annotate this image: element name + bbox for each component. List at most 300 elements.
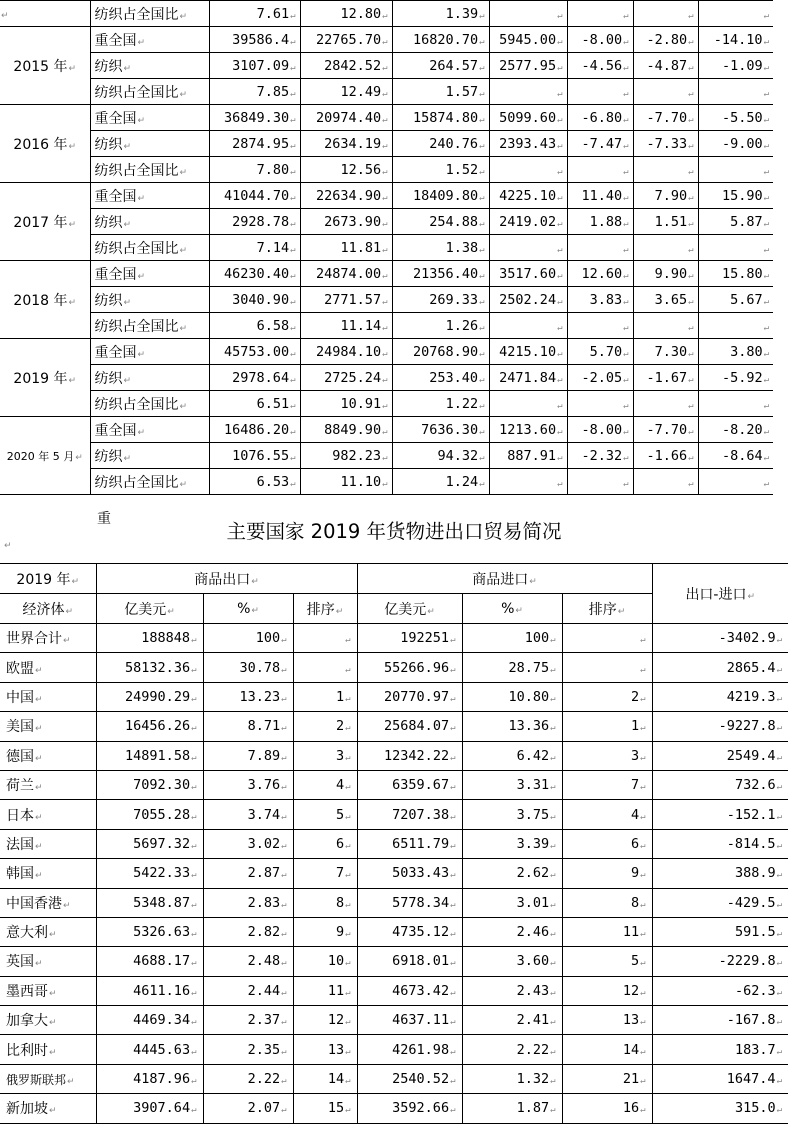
value-cell: 1213.60↵ — [489, 417, 567, 443]
table-row — [0, 1094, 788, 1123]
value-cell: ↵ — [293, 653, 357, 682]
value-cell: ↵ — [567, 157, 633, 183]
table-row — [0, 624, 788, 653]
value-cell: 11↵ — [562, 917, 652, 946]
value-cell: 2.22↵ — [203, 1064, 293, 1093]
value-cell: -6.80↵ — [567, 105, 633, 131]
export-value-header: 亿美元↵ — [96, 594, 203, 624]
value-cell: 5778.34↵ — [357, 888, 462, 917]
value-cell: -62.3↵ — [652, 976, 788, 1005]
value-cell: 5326.63↵ — [96, 917, 203, 946]
value-cell: 2↵ — [293, 712, 357, 741]
import-rank-header: 排序↵ — [562, 594, 652, 624]
row-label: 重全国↵ — [90, 417, 209, 443]
value-cell: -429.5↵ — [652, 888, 788, 917]
value-cell: ↵ — [698, 469, 773, 495]
value-cell: 315.0↵ — [652, 1094, 788, 1123]
economy-name: 墨西哥↵ — [0, 976, 96, 1005]
section-title: 主要国家 2019 年货物进出口贸易简况 — [226, 520, 562, 543]
value-cell: 6918.01↵ — [357, 947, 462, 976]
row-label: 重全国↵ — [90, 183, 209, 209]
value-cell: 11.10↵ — [300, 469, 392, 495]
value-cell: 7.85↵ — [209, 79, 300, 105]
value-cell: 8↵ — [562, 888, 652, 917]
value-cell: 6.58↵ — [209, 313, 300, 339]
table-row — [0, 79, 773, 105]
value-cell: 8849.90↵ — [300, 417, 392, 443]
table-row — [0, 976, 788, 1005]
value-cell: 3.76↵ — [203, 770, 293, 799]
value-cell: 5↵ — [293, 800, 357, 829]
value-cell: 3592.66↵ — [357, 1094, 462, 1123]
value-cell: 21356.40↵ — [392, 261, 489, 287]
value-cell: 264.57↵ — [392, 53, 489, 79]
value-cell: ↵ — [489, 469, 567, 495]
value-cell: 253.40↵ — [392, 365, 489, 391]
economy-name: 世界合计↵ — [0, 624, 96, 653]
value-cell: 11.81↵ — [300, 235, 392, 261]
value-cell: 2928.78↵ — [209, 209, 300, 235]
value-cell: 2.46↵ — [462, 917, 562, 946]
value-cell: 13.36↵ — [462, 712, 562, 741]
table-row — [0, 741, 788, 770]
value-cell: 3.74↵ — [203, 800, 293, 829]
value-cell: 5.67↵ — [698, 287, 773, 313]
value-cell: 1.87↵ — [462, 1094, 562, 1123]
table-row — [0, 947, 788, 976]
value-cell: 1.24↵ — [392, 469, 489, 495]
value-cell: 20770.97↵ — [357, 682, 462, 711]
value-cell: 2874.95↵ — [209, 131, 300, 157]
value-cell: 45753.00↵ — [209, 339, 300, 365]
value-cell: 16486.20↵ — [209, 417, 300, 443]
row-label: 纺织↵ — [90, 209, 209, 235]
value-cell: 2471.84↵ — [489, 365, 567, 391]
value-cell: 12↵ — [562, 976, 652, 1005]
value-cell: 14↵ — [562, 1035, 652, 1064]
table-row — [0, 417, 773, 443]
table-row — [0, 1064, 788, 1093]
row-label: 重全国↵ — [90, 105, 209, 131]
value-cell: 2419.02↵ — [489, 209, 567, 235]
table-row — [0, 365, 773, 391]
value-cell: ↵ — [633, 79, 698, 105]
table-row — [0, 443, 773, 469]
value-cell: 7.89↵ — [203, 741, 293, 770]
value-cell: 13↵ — [293, 1035, 357, 1064]
economy-name: 法国↵ — [0, 829, 96, 858]
value-cell: 5.70↵ — [567, 339, 633, 365]
year-cell: 2015 年↵ — [0, 27, 90, 105]
value-cell: ↵ — [567, 235, 633, 261]
value-cell: 2634.19↵ — [300, 131, 392, 157]
value-cell: 11.40↵ — [567, 183, 633, 209]
value-cell: 732.6↵ — [652, 770, 788, 799]
value-cell: 21↵ — [562, 1064, 652, 1093]
value-cell: 2.44↵ — [203, 976, 293, 1005]
year-cell: 2018 年↵ — [0, 261, 90, 339]
balance-header: 出口-进口↵ — [652, 564, 788, 624]
row-label: 重全国↵ — [90, 261, 209, 287]
year-cell: 2019 年↵ — [0, 339, 90, 417]
value-cell: 2502.24↵ — [489, 287, 567, 313]
table-row — [0, 53, 773, 79]
value-cell: 2.07↵ — [203, 1094, 293, 1123]
value-cell: 12.60↵ — [567, 261, 633, 287]
value-cell: 7.90↵ — [633, 183, 698, 209]
table-row — [0, 261, 773, 287]
value-cell: -814.5↵ — [652, 829, 788, 858]
value-cell: -8.00↵ — [567, 417, 633, 443]
value-cell: 16456.26↵ — [96, 712, 203, 741]
value-cell: 1↵ — [293, 682, 357, 711]
value-cell: ↵ — [698, 313, 773, 339]
value-cell: 4187.96↵ — [96, 1064, 203, 1093]
table-row — [0, 1006, 788, 1035]
import-header: 商品进口↵ — [357, 564, 652, 594]
value-cell: -7.70↵ — [633, 105, 698, 131]
row-label: 重全国↵ — [90, 27, 209, 53]
value-cell: 192251↵ — [357, 624, 462, 653]
value-cell: ↵ — [633, 391, 698, 417]
value-cell: 4735.12↵ — [357, 917, 462, 946]
value-cell: 3.80↵ — [698, 339, 773, 365]
table-row — [0, 917, 788, 946]
value-cell: 16↵ — [562, 1094, 652, 1123]
value-cell: 6359.67↵ — [357, 770, 462, 799]
value-cell: 6.53↵ — [209, 469, 300, 495]
table-row — [0, 287, 773, 313]
value-cell: ↵ — [567, 313, 633, 339]
economy-name: 加拿大↵ — [0, 1006, 96, 1035]
value-cell: 2577.95↵ — [489, 53, 567, 79]
value-cell: 10.80↵ — [462, 682, 562, 711]
value-cell: 2↵ — [562, 682, 652, 711]
value-cell: 183.7↵ — [652, 1035, 788, 1064]
value-cell: 16820.70↵ — [392, 27, 489, 53]
value-cell: 12.80↵ — [300, 1, 392, 27]
value-cell: 1.51↵ — [633, 209, 698, 235]
value-cell: 13.23↵ — [203, 682, 293, 711]
table-row — [0, 770, 788, 799]
value-cell: 55266.96↵ — [357, 653, 462, 682]
value-cell: 15874.80↵ — [392, 105, 489, 131]
economy-name: 美国↵ — [0, 712, 96, 741]
economy-name: 日本↵ — [0, 800, 96, 829]
value-cell: 3107.09↵ — [209, 53, 300, 79]
value-cell: 4215.10↵ — [489, 339, 567, 365]
value-cell: 7.14↵ — [209, 235, 300, 261]
export-header: 商品出口↵ — [96, 564, 357, 594]
value-cell: ↵ — [489, 391, 567, 417]
table-row — [0, 888, 788, 917]
value-cell: 24874.00↵ — [300, 261, 392, 287]
economy-name: 俄罗斯联邦↵ — [0, 1064, 96, 1093]
row-label: 纺织占全国比↵ — [90, 235, 209, 261]
value-cell: 3040.90↵ — [209, 287, 300, 313]
year-cell: ↵ — [0, 1, 90, 27]
economy-name: 中国↵ — [0, 682, 96, 711]
value-cell: 388.9↵ — [652, 859, 788, 888]
value-cell: 3.60↵ — [462, 947, 562, 976]
value-cell: 25684.07↵ — [357, 712, 462, 741]
value-cell: 2978.64↵ — [209, 365, 300, 391]
value-cell: 18409.80↵ — [392, 183, 489, 209]
value-cell: ↵ — [698, 79, 773, 105]
row-label: 重全国↵ — [90, 339, 209, 365]
value-cell: 7636.30↵ — [392, 417, 489, 443]
table-row — [0, 27, 773, 53]
value-cell: 3517.60↵ — [489, 261, 567, 287]
value-cell: 6.51↵ — [209, 391, 300, 417]
value-cell: -9.00↵ — [698, 131, 773, 157]
value-cell: 41044.70↵ — [209, 183, 300, 209]
row-label: 纺织↵ — [90, 131, 209, 157]
table-row — [0, 235, 773, 261]
value-cell: 46230.40↵ — [209, 261, 300, 287]
value-cell: 2.41↵ — [462, 1006, 562, 1035]
value-cell: 5422.33↵ — [96, 859, 203, 888]
value-cell: -2.05↵ — [567, 365, 633, 391]
value-cell: 2673.90↵ — [300, 209, 392, 235]
value-cell: 8↵ — [293, 888, 357, 917]
value-cell: -1.09↵ — [698, 53, 773, 79]
value-cell: ↵ — [489, 157, 567, 183]
table-row — [0, 1, 773, 27]
value-cell: 4225.10↵ — [489, 183, 567, 209]
value-cell: ↵ — [489, 79, 567, 105]
economy-name: 新加坡↵ — [0, 1094, 96, 1123]
value-cell: -9227.8↵ — [652, 712, 788, 741]
value-cell: 9↵ — [293, 917, 357, 946]
value-cell: 2771.57↵ — [300, 287, 392, 313]
economy-name: 比利时↵ — [0, 1035, 96, 1064]
value-cell: -8.20↵ — [698, 417, 773, 443]
value-cell: 3.02↵ — [203, 829, 293, 858]
value-cell: ↵ — [567, 1, 633, 27]
value-cell: ↵ — [633, 469, 698, 495]
value-cell: 2.43↵ — [462, 976, 562, 1005]
table-row — [0, 105, 773, 131]
table-row — [0, 391, 773, 417]
value-cell: 240.76↵ — [392, 131, 489, 157]
year-cell: 2020 年 5 月↵ — [0, 417, 90, 495]
value-cell: 2.22↵ — [462, 1035, 562, 1064]
value-cell: 1.88↵ — [567, 209, 633, 235]
row-label: 纺织↵ — [90, 365, 209, 391]
value-cell: ↵ — [562, 624, 652, 653]
row-label: 纺织↵ — [90, 287, 209, 313]
value-cell: 22765.70↵ — [300, 27, 392, 53]
value-cell: 36849.30↵ — [209, 105, 300, 131]
row-label: 纺织↵ — [90, 443, 209, 469]
value-cell: 2.83↵ — [203, 888, 293, 917]
table-row — [0, 712, 788, 741]
value-cell: 24984.10↵ — [300, 339, 392, 365]
value-cell: 5945.00↵ — [489, 27, 567, 53]
value-cell: 15.90↵ — [698, 183, 773, 209]
year-cell: 2016 年↵ — [0, 105, 90, 183]
value-cell: -4.56↵ — [567, 53, 633, 79]
value-cell: 188848↵ — [96, 624, 203, 653]
value-cell: 1.26↵ — [392, 313, 489, 339]
value-cell: 7055.28↵ — [96, 800, 203, 829]
value-cell: ↵ — [567, 469, 633, 495]
value-cell: 1.52↵ — [392, 157, 489, 183]
value-cell: 3.65↵ — [633, 287, 698, 313]
value-cell: -5.92↵ — [698, 365, 773, 391]
economy-name: 欧盟↵ — [0, 653, 96, 682]
textile-stats-table — [0, 0, 773, 495]
value-cell: 3.01↵ — [462, 888, 562, 917]
value-cell: -2.32↵ — [567, 443, 633, 469]
value-cell: 4673.42↵ — [357, 976, 462, 1005]
value-cell: 7092.30↵ — [96, 770, 203, 799]
value-cell: 100↵ — [203, 624, 293, 653]
row-label: 纺织占全国比↵ — [90, 79, 209, 105]
value-cell: 12.56↵ — [300, 157, 392, 183]
value-cell: ↵ — [489, 235, 567, 261]
value-cell: 3.31↵ — [462, 770, 562, 799]
value-cell: 14↵ — [293, 1064, 357, 1093]
value-cell: 3907.64↵ — [96, 1094, 203, 1123]
economy-name: 韩国↵ — [0, 859, 96, 888]
value-cell: 2.37↵ — [203, 1006, 293, 1035]
value-cell: ↵ — [489, 1, 567, 27]
value-cell: 1.32↵ — [462, 1064, 562, 1093]
value-cell: 5697.32↵ — [96, 829, 203, 858]
value-cell: 254.88↵ — [392, 209, 489, 235]
value-cell: 7207.38↵ — [357, 800, 462, 829]
row-label: 纺织占全国比↵ — [90, 391, 209, 417]
value-cell: 4↵ — [293, 770, 357, 799]
value-cell: 10.91↵ — [300, 391, 392, 417]
value-cell: 591.5↵ — [652, 917, 788, 946]
value-cell: 15↵ — [293, 1094, 357, 1123]
economy-name: 中国香港↵ — [0, 888, 96, 917]
value-cell: 12↵ — [293, 1006, 357, 1035]
corner-year-header: 2019 年↵ — [0, 564, 96, 594]
value-cell: 269.33↵ — [392, 287, 489, 313]
value-cell: -152.1↵ — [652, 800, 788, 829]
value-cell: -8.00↵ — [567, 27, 633, 53]
value-cell: 13↵ — [562, 1006, 652, 1035]
value-cell: 6.42↵ — [462, 741, 562, 770]
value-cell: ↵ — [698, 157, 773, 183]
value-cell: 94.32↵ — [392, 443, 489, 469]
table-row — [0, 183, 773, 209]
value-cell: -1.66↵ — [633, 443, 698, 469]
value-cell: 11↵ — [293, 976, 357, 1005]
table-row — [0, 157, 773, 183]
value-cell: -2229.8↵ — [652, 947, 788, 976]
value-cell: ↵ — [633, 1, 698, 27]
value-cell: -7.47↵ — [567, 131, 633, 157]
value-cell: 7.61↵ — [209, 1, 300, 27]
value-cell: 4611.16↵ — [96, 976, 203, 1005]
value-cell: 4637.11↵ — [357, 1006, 462, 1035]
import-pct-header: %↵ — [462, 594, 562, 624]
value-cell: 2.62↵ — [462, 859, 562, 888]
value-cell: ↵ — [698, 235, 773, 261]
value-cell: 22634.90↵ — [300, 183, 392, 209]
value-cell: 2725.24↵ — [300, 365, 392, 391]
value-cell: 39586.4↵ — [209, 27, 300, 53]
value-cell: 6511.79↵ — [357, 829, 462, 858]
value-cell: 3.75↵ — [462, 800, 562, 829]
trade-summary-table — [0, 563, 788, 1124]
value-cell: 100↵ — [462, 624, 562, 653]
value-cell: -7.70↵ — [633, 417, 698, 443]
value-cell: 15.80↵ — [698, 261, 773, 287]
value-cell: 1.57↵ — [392, 79, 489, 105]
value-cell: 7.80↵ — [209, 157, 300, 183]
value-cell: 2865.4↵ — [652, 653, 788, 682]
value-cell: 2549.4↵ — [652, 741, 788, 770]
economy-name: 意大利↵ — [0, 917, 96, 946]
value-cell: 8.71↵ — [203, 712, 293, 741]
value-cell: 1.22↵ — [392, 391, 489, 417]
paragraph-mark: ↵ — [4, 541, 12, 551]
value-cell: 5033.43↵ — [357, 859, 462, 888]
value-cell: 2.48↵ — [203, 947, 293, 976]
economy-name: 荷兰↵ — [0, 770, 96, 799]
value-cell: 1076.55↵ — [209, 443, 300, 469]
value-cell: 1647.4↵ — [652, 1064, 788, 1093]
row-label: 纺织占全国比↵ — [90, 469, 209, 495]
table-row — [0, 131, 773, 157]
export-pct-header: %↵ — [203, 594, 293, 624]
value-cell: 3↵ — [562, 741, 652, 770]
table-row — [0, 682, 788, 711]
value-cell: 24990.29↵ — [96, 682, 203, 711]
economy-name: 英国↵ — [0, 947, 96, 976]
value-cell: ↵ — [567, 79, 633, 105]
row-label: 纺织占全国比↵ — [90, 1, 209, 27]
value-cell: 20974.40↵ — [300, 105, 392, 131]
value-cell: 2540.52↵ — [357, 1064, 462, 1093]
table-row — [0, 800, 788, 829]
value-cell: 30.78↵ — [203, 653, 293, 682]
value-cell: 3.39↵ — [462, 829, 562, 858]
value-cell: -7.33↵ — [633, 131, 698, 157]
value-cell: -5.50↵ — [698, 105, 773, 131]
row-label: 纺织↵ — [90, 53, 209, 79]
value-cell: 1.39↵ — [392, 1, 489, 27]
value-cell: 2842.52↵ — [300, 53, 392, 79]
value-cell: 4↵ — [562, 800, 652, 829]
value-cell: 2.87↵ — [203, 859, 293, 888]
value-cell: ↵ — [293, 624, 357, 653]
value-cell: 58132.36↵ — [96, 653, 203, 682]
economy-name: 德国↵ — [0, 741, 96, 770]
value-cell: ↵ — [562, 653, 652, 682]
value-cell: ↵ — [489, 313, 567, 339]
table-row — [0, 1035, 788, 1064]
value-cell: 20768.90↵ — [392, 339, 489, 365]
value-cell: 6↵ — [562, 829, 652, 858]
value-cell: ↵ — [698, 391, 773, 417]
stray-text-fragment: 重 — [97, 511, 111, 527]
value-cell: -8.64↵ — [698, 443, 773, 469]
value-cell: 4445.63↵ — [96, 1035, 203, 1064]
value-cell: 9↵ — [562, 859, 652, 888]
value-cell: 5↵ — [562, 947, 652, 976]
value-cell: 887.91↵ — [489, 443, 567, 469]
value-cell: 5.87↵ — [698, 209, 773, 235]
value-cell: -3402.9↵ — [652, 624, 788, 653]
value-cell: 7↵ — [293, 859, 357, 888]
